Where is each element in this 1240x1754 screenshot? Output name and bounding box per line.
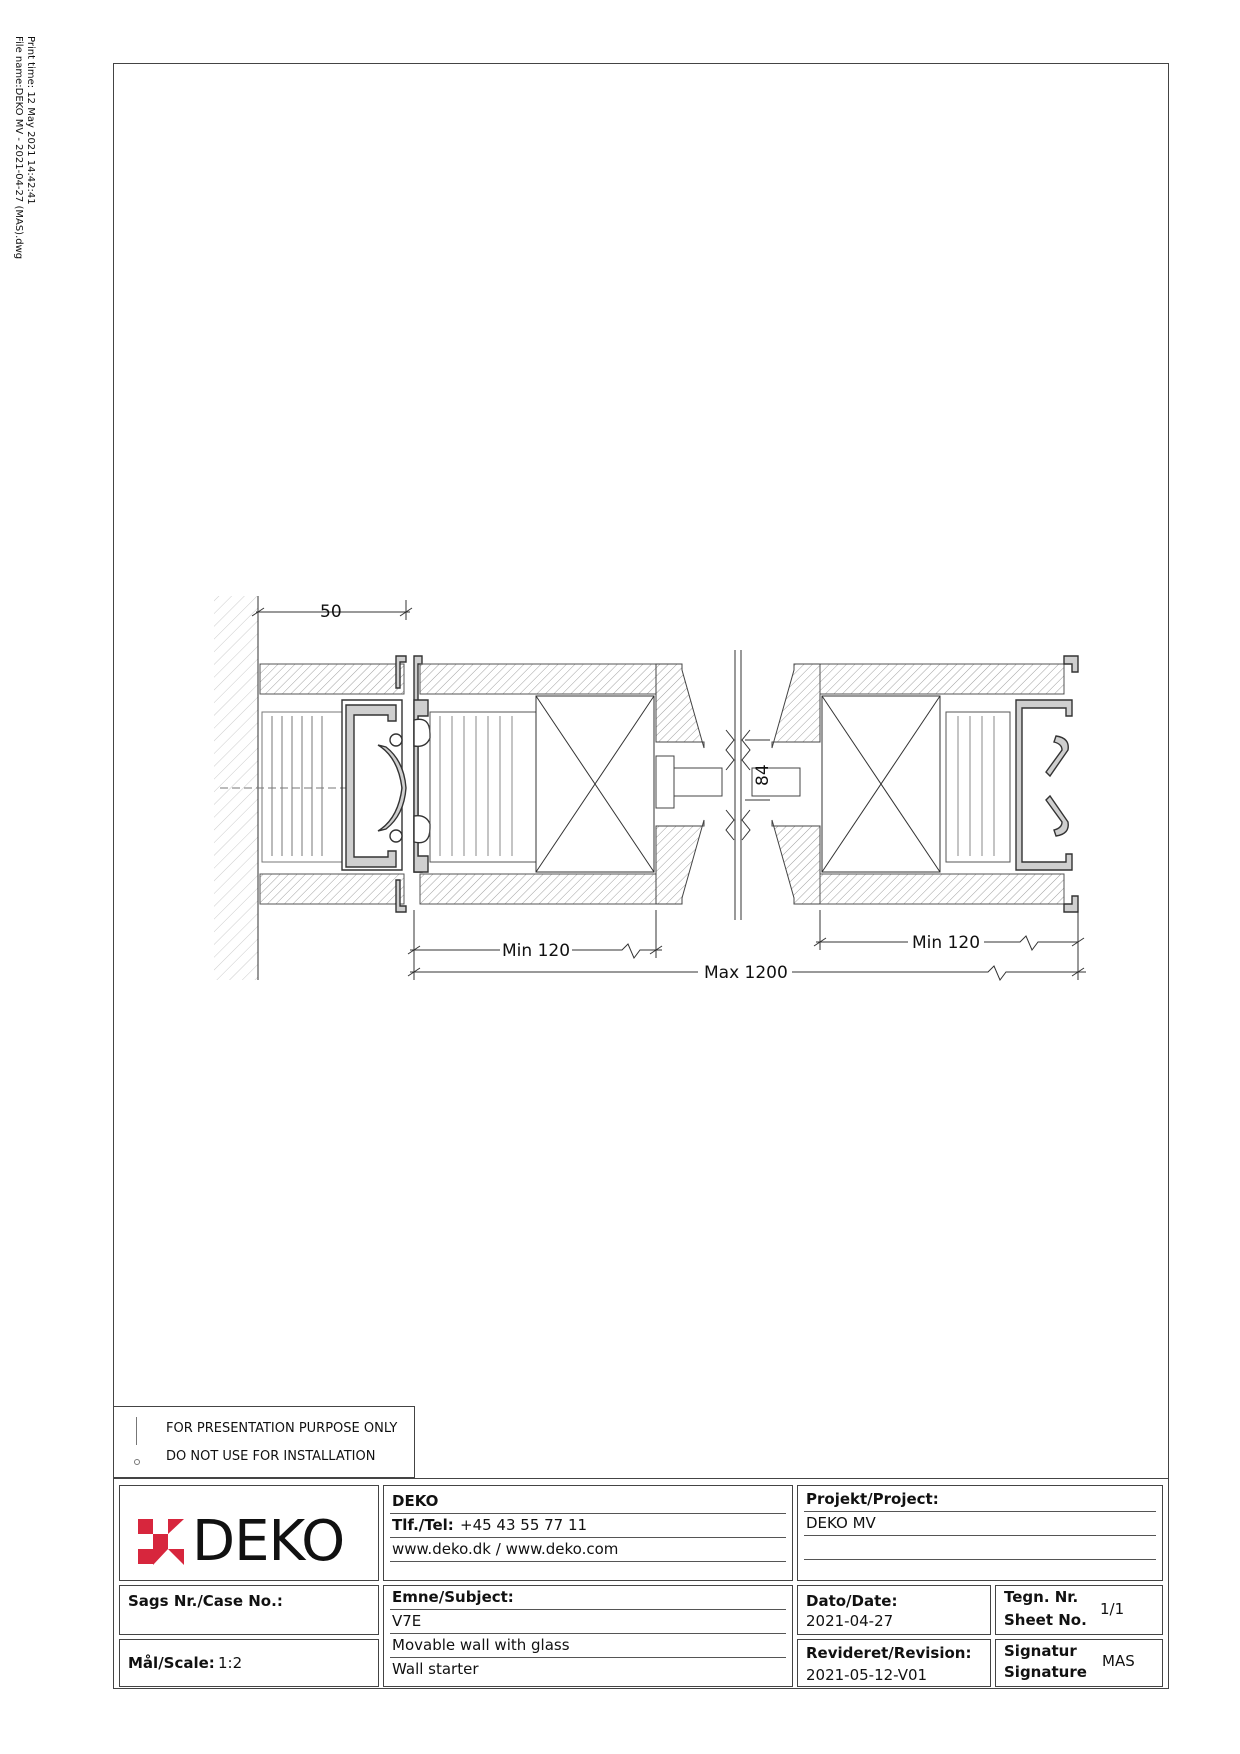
- dim-min-120-right: Min 120: [912, 933, 981, 953]
- case-label: Sags Nr./Case No.:: [128, 1592, 283, 1610]
- project-value: DEKO MV: [806, 1514, 876, 1532]
- deko-logo: [138, 1509, 345, 1574]
- date-value: 2021-04-27: [806, 1612, 894, 1630]
- print-time: Print time: 12 May 2021 14:42:41: [25, 36, 36, 205]
- sheet-value: 1/1: [1100, 1600, 1125, 1618]
- left-panel: [420, 664, 656, 904]
- dim-max-1200: Max 1200: [704, 963, 788, 983]
- notice-dot: [134, 1459, 140, 1465]
- subject-line-3: Wall starter: [392, 1660, 479, 1678]
- sheet-cell: [995, 1585, 1163, 1635]
- subject-line-2: Movable wall with glass: [392, 1636, 570, 1654]
- project-cell: [797, 1485, 1163, 1581]
- company-name: DEKO: [392, 1492, 439, 1510]
- scale-label: Mål/Scale:: [128, 1654, 215, 1672]
- dim-50: 50: [320, 602, 342, 622]
- notice-line-1: FOR PRESENTATION PURPOSE ONLY: [166, 1421, 398, 1436]
- notice-tick: [136, 1417, 137, 1445]
- tel-value: +45 43 55 77 11: [460, 1516, 588, 1534]
- scale-cell: [119, 1639, 379, 1687]
- revision-label: Revideret/Revision:: [806, 1644, 972, 1662]
- signature-label-1: Signatur: [1004, 1642, 1077, 1660]
- dim-glass-84: 84: [753, 764, 773, 786]
- deko-logo-text: DEKO: [192, 1509, 345, 1574]
- signature-value: MAS: [1102, 1652, 1135, 1670]
- date-cell: [797, 1585, 991, 1635]
- revision-value: 2021-05-12-V01: [806, 1666, 928, 1684]
- subject-label: Emne/Subject:: [392, 1588, 514, 1606]
- project-label: Projekt/Project:: [806, 1490, 939, 1508]
- notice-line-2: DO NOT USE FOR INSTALLATION: [166, 1449, 376, 1464]
- case-cell: [119, 1585, 379, 1635]
- company-web: www.deko.dk / www.deko.com: [392, 1540, 619, 1558]
- dimension-lines: [252, 600, 1086, 980]
- subject-line-1: V7E: [392, 1612, 422, 1630]
- sheet-label-2: Sheet No.: [1004, 1611, 1087, 1629]
- logo-cell: [119, 1485, 379, 1581]
- sheet-label-1: Tegn. Nr.: [1004, 1588, 1079, 1606]
- presentation-notice: [113, 1406, 415, 1478]
- deko-logo-mark-icon: [138, 1519, 184, 1565]
- glass-pane: [726, 650, 750, 920]
- signature-label-2: Signature: [1004, 1663, 1087, 1681]
- date-label: Dato/Date:: [806, 1592, 898, 1610]
- revision-cell: [797, 1639, 991, 1687]
- subject-cell: [383, 1585, 793, 1687]
- glass-holder-left: [656, 664, 722, 904]
- signature-cell: [995, 1639, 1163, 1687]
- dim-min-120-left: Min 120: [502, 941, 571, 961]
- company-cell: [383, 1485, 793, 1581]
- scale-value: 1:2: [218, 1654, 243, 1672]
- file-name: File name:DEKO MV - 2021-04-27 (MAS).dwg: [13, 36, 24, 260]
- tel-label: Tlf./Tel:: [392, 1516, 454, 1534]
- title-block: [113, 1478, 1169, 1689]
